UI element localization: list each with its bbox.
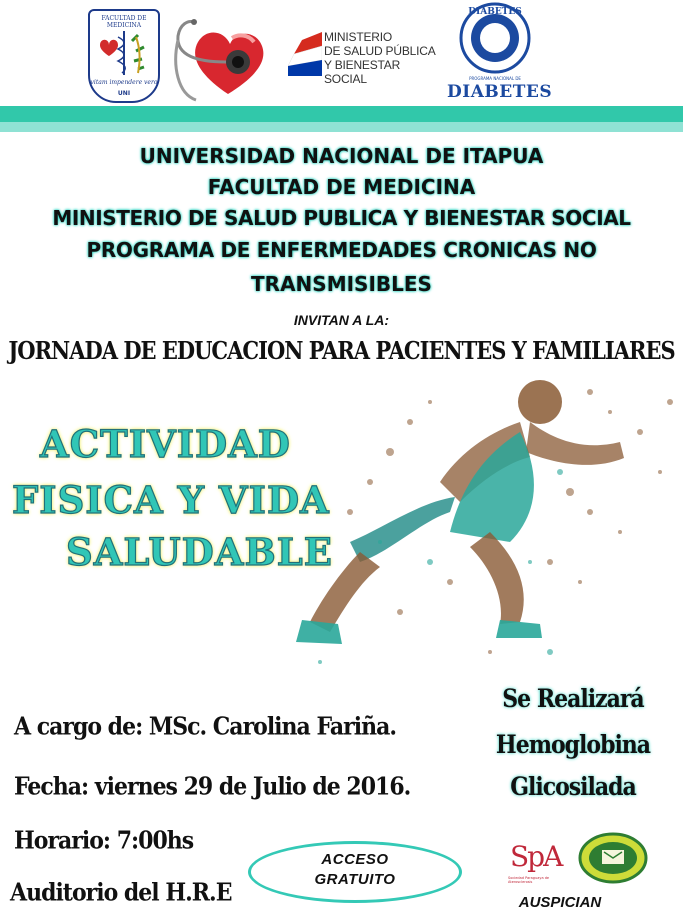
runner-illustration	[290, 362, 683, 680]
facultad-motto: vitam impendere vero	[90, 79, 158, 86]
test-info-line: Hemoglobina	[495, 730, 651, 760]
paraguay-flag-icon	[288, 32, 322, 76]
runner-silhouette	[296, 380, 624, 644]
speaker-info: A cargo de: MSc. Carolina Fariña.	[14, 712, 396, 742]
event-title-line: FISICA Y VIDA	[12, 478, 330, 522]
event-title-line: ACTIVIDAD	[40, 422, 291, 466]
caduceus-icon	[100, 27, 148, 77]
facultad-uni-label: UNI	[117, 90, 131, 97]
spa-subtitle: Sociedad Paraguaya de Aterosclerosis	[508, 876, 550, 884]
invitation-label: INVITAN A LA:	[293, 312, 390, 328]
spa-mark: SpA	[510, 840, 562, 873]
facultad-medicina-logo	[88, 9, 160, 103]
institution-line: TRANSMISIBLES	[251, 272, 432, 296]
sponsor-green-logo	[578, 832, 648, 884]
institution-line: FACULTAD DE MEDICINA	[207, 175, 476, 199]
free-access-line-2: GRATUITO	[314, 871, 396, 888]
venue-info: Auditorio del H.R.E	[10, 878, 232, 908]
test-info-line: Se Realizará	[502, 684, 644, 714]
heart-stethoscope-icon	[168, 16, 268, 104]
event-title-line: SALUDABLE	[66, 530, 333, 574]
institution-line: UNIVERSIDAD NACIONAL DE ITAPUA	[139, 144, 544, 168]
test-info-line: Glicosilada	[510, 772, 636, 802]
ministerio-line-1: MINISTERIO	[324, 30, 393, 44]
diabetes-ring-text: DIABETES	[468, 7, 522, 17]
event-name: JORNADA DE EDUCACION PARA PACIENTES Y FAMILIARES	[8, 336, 675, 365]
ministerio-line-2: DE SALUD PÚBLICA	[324, 44, 436, 58]
diabetes-ring-icon	[447, 2, 543, 76]
spa-logo	[508, 840, 574, 884]
institution-line: MINISTERIO DE SALUD PUBLICA Y BIENESTAR SOCIAL	[52, 206, 631, 230]
institution-line: PROGRAMA DE ENFERMEDADES CRONICAS NO	[86, 238, 597, 262]
header-stripe-light	[0, 122, 683, 132]
ministerio-line-3: Y BIENESTAR SOCIAL	[324, 58, 401, 86]
time-info: Horario: 7:00hs	[14, 826, 194, 856]
programa-diabetes-logo	[447, 2, 553, 102]
date-info: Fecha: viernes 29 de Julio de 2016.	[14, 772, 411, 802]
facultad-logo-text: FACULTAD DE MEDICINA	[101, 15, 147, 29]
diabetes-program-label: PROGRAMA NACIONAL DE	[469, 76, 521, 81]
free-access-line-1: ACCESO	[321, 851, 389, 868]
diabetes-name: DIABETES	[447, 82, 553, 102]
sponsors-label: AUSPICIAN	[518, 894, 602, 911]
header-stripe	[0, 106, 683, 122]
free-access-text	[248, 850, 462, 890]
